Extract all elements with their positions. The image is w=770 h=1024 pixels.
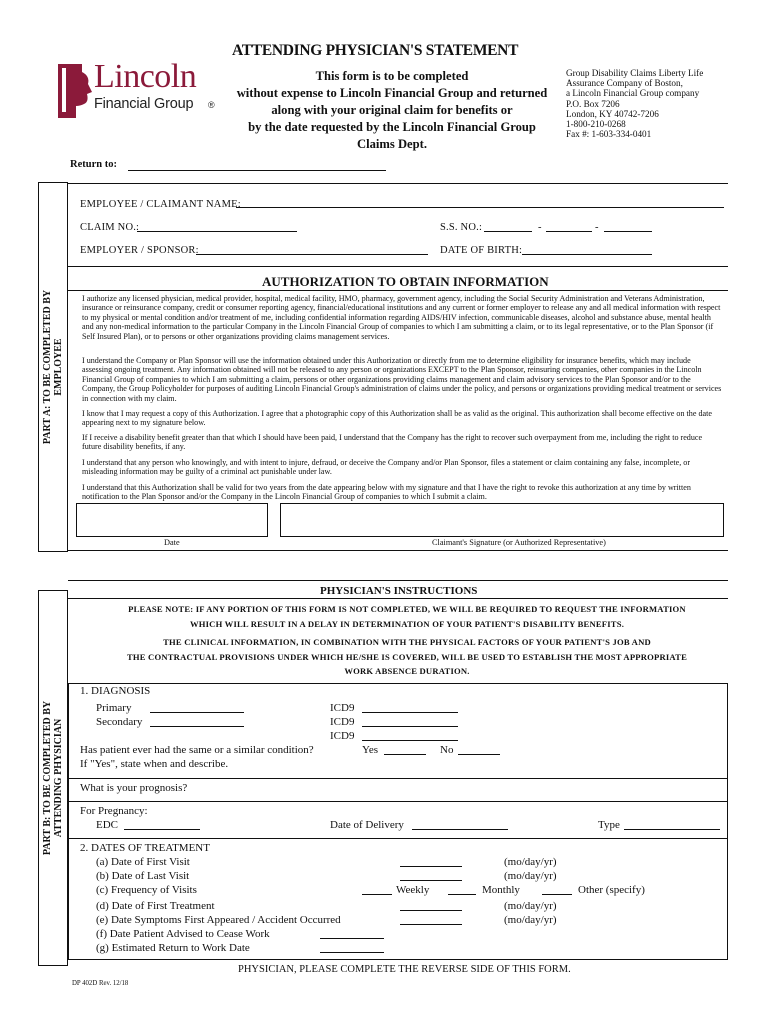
edc-field[interactable] (124, 829, 200, 830)
form-code: DP 402D Rev. 12/18 (72, 980, 129, 987)
ssn-dash: - (538, 222, 542, 233)
logo-wordmark: Lincoln (94, 58, 197, 95)
diagnosis-heading: 1. DIAGNOSIS (80, 685, 151, 697)
employee-name-field[interactable] (236, 207, 724, 208)
logo-subtitle: Financial Group (94, 96, 194, 112)
cease-work-label: (f) Date Patient Advised to Cease Work (96, 928, 270, 940)
divider (68, 838, 728, 839)
side-label-line: PART B: TO BE COMPLETED BY (42, 700, 53, 856)
yes-label: Yes (362, 744, 379, 756)
claim-no-field[interactable] (137, 231, 297, 232)
date-label: Date (164, 538, 180, 547)
no-label: No (440, 744, 454, 756)
return-to-label: Return to: (70, 159, 117, 170)
date-signed-box[interactable] (76, 503, 268, 537)
date-format-hint: (mo/day/yr) (504, 900, 557, 912)
employee-name-label: EMPLOYEE / CLAIMANT NAME: (80, 199, 241, 210)
other-field[interactable] (542, 894, 572, 895)
dob-field[interactable] (522, 254, 652, 255)
other-label: Other (specify) (578, 884, 645, 896)
side-label-line: ATTENDING PHYSICIAN (53, 718, 64, 838)
employer-field[interactable] (196, 254, 428, 255)
primary-diagnosis-field[interactable] (150, 712, 244, 713)
address-line: Assurance Company of Boston, (566, 78, 683, 89)
intro-line: by the date requested by the Lincoln Financial Group (248, 120, 536, 134)
monthly-label: Monthly (482, 884, 520, 896)
prognosis-label: What is your prognosis? (80, 782, 188, 794)
lincoln-logo (54, 58, 224, 122)
note-line: THE CLINICAL INFORMATION, IN COMBINATION WITH THE PHYSICAL FACTORS OF YOUR PATIENT'S JOB AND (163, 637, 651, 647)
page-title: ATTENDING PHYSICIAN'S STATEMENT (232, 42, 519, 59)
physician-instructions-heading: PHYSICIAN'S INSTRUCTIONS (320, 585, 478, 597)
ssn-field-2[interactable] (546, 231, 592, 232)
delivery-label: Date of Delivery (330, 819, 404, 831)
ssn-dash: - (595, 222, 599, 233)
first-treatment-field[interactable] (400, 910, 462, 911)
secondary-label: Secondary (96, 716, 143, 728)
ssn-label: S.S. NO.: (440, 222, 483, 233)
divider (68, 778, 728, 779)
dob-label: DATE OF BIRTH: (440, 245, 523, 256)
primary-label: Primary (96, 702, 132, 714)
address-line: 1-800-210-0268 (566, 119, 626, 130)
weekly-field[interactable] (362, 894, 392, 895)
intro-line: Claims Dept. (357, 137, 427, 151)
auth-paragraph: I authorize any licensed physician, medical provider, hospital, medical facility, HMO, pharmacy, government agency, including the Social Security Administration and Veterans Administration, insurance or reinsurance company, credit or consumer reporting agency, financial/educational institutions and any current or former employer to release any and all medical information with respect to my physical or mental condition and/or treatment of me, including confidential information regarding AIDS/HIV infection, communicable diseases, alcohol and substance abuse, mental health and any non-medical information to the particular Company in the Lincoln Financial Group of companies to which I am submitting a claim, or to its legal representative, or to the Plan Sponsor (if Self Insured Plan), or to persons or other organizations providing claims management services. (82, 294, 721, 341)
divider (68, 580, 728, 581)
ssn-field-3[interactable] (604, 231, 652, 232)
note-line: THE CONTRACTUAL PROVISIONS UNDER WHICH HE/SHE IS COVERED, WILL BE USED TO ESTABLISH THE MOST APPROPRIATE (126, 651, 688, 662)
frequency-label: (c) Frequency of Visits (96, 884, 197, 896)
address-line: Fax #: 1-603-334-0401 (566, 129, 652, 140)
intro-text (222, 68, 562, 153)
return-to-field[interactable] (128, 170, 386, 171)
date-format-hint: (mo/day/yr) (504, 856, 557, 868)
return-work-label: (g) Estimated Return to Work Date (96, 942, 250, 954)
icd9-field-1[interactable] (362, 712, 458, 713)
secondary-diagnosis-field[interactable] (150, 726, 244, 727)
yes-field[interactable] (384, 754, 426, 755)
note-line: PLEASE NOTE: IF ANY PORTION OF THIS FORM IS NOT COMPLETED, WE WILL BE REQUIRED TO REQUEST THE INFORMATION (128, 604, 686, 614)
icd9-label: ICD9 (330, 730, 355, 742)
ssn-field-1[interactable] (484, 231, 532, 232)
auth-paragraph: I know that I may request a copy of this Authorization. I agree that a photographic copy of this Authorization shall be as valid as the original. This authorization shall become effective on the date appearing next to my signature below. (82, 409, 712, 428)
first-visit-field[interactable] (400, 866, 462, 867)
same-condition-question: Has patient ever had the same or a similar condition? (80, 744, 314, 756)
address-line: London, KY 40742-7206 (566, 108, 659, 119)
address-line: a Lincoln Financial Group company (566, 88, 700, 99)
symptoms-label: (e) Date Symptoms First Appeared / Accident Occurred (96, 914, 341, 926)
intro-line: This form is to be completed (315, 69, 469, 83)
delivery-date-field[interactable] (412, 829, 508, 830)
return-work-field[interactable] (320, 952, 384, 953)
please-note (90, 602, 724, 631)
divider (68, 598, 728, 599)
side-label-line: PART A: TO BE COMPLETED BY (42, 289, 53, 445)
last-visit-label: (b) Date of Last Visit (96, 870, 190, 882)
address-line: P.O. Box 7206 (566, 98, 620, 109)
delivery-type-field[interactable] (624, 829, 720, 830)
monthly-field[interactable] (448, 894, 476, 895)
auth-paragraph: If I receive a disability benefit greater than that which I should have been paid, I understand that the Company has the right to recover such overpayment from me, including the right to reduce future disability benefits, if any. (82, 433, 703, 452)
dates-heading: 2. DATES OF TREATMENT (80, 842, 210, 854)
note-line: WHICH WILL RESULT IN A DELAY IN DETERMINATION OF YOUR PATIENT'S DISABILITY BENEFITS. (189, 618, 625, 629)
part-a-top-rule (68, 183, 728, 184)
pregnancy-label: For Pregnancy: (80, 805, 148, 817)
date-format-hint: (mo/day/yr) (504, 914, 557, 926)
address-line: Group Disability Claims Liberty Life (566, 68, 704, 78)
divider (68, 801, 728, 802)
employer-label: EMPLOYER / SPONSOR: (80, 245, 199, 256)
first-visit-label: (a) Date of First Visit (96, 856, 190, 868)
note-line: WORK ABSENCE DURATION. (344, 666, 470, 676)
if-yes-label: If "Yes", state when and describe. (80, 758, 229, 770)
weekly-label: Weekly (396, 884, 430, 896)
edc-label: EDC (96, 819, 118, 831)
part-a-bottom-rule (68, 550, 728, 551)
clinical-note (90, 635, 724, 679)
symptoms-field[interactable] (400, 924, 462, 925)
side-label-line: EMPLOYEE (53, 338, 64, 396)
auth-paragraph: I understand that this Authorization shall be valid for two years from the date appearing below with my signature and that I have the right to revoke this authorization at any time by written notification to the Plan Sponsor and/or the Company in the Lincoln Financial Group of companies to which I submit a claim. (82, 483, 691, 502)
part-a-side-label (42, 182, 64, 552)
reverse-side-notice: PHYSICIAN, PLEASE COMPLETE THE REVERSE SIDE OF THIS FORM. (238, 964, 571, 975)
part-b-side-label (42, 590, 64, 966)
auth-paragraph: I understand that any person who knowingly, and with intent to injure, defraud, or deceive the Company and/or Plan Sponsor, files a statement or claim containing any false, incomplete, or misleading information may be guilty of a criminal act punishable under law. (82, 458, 691, 477)
auth-paragraph: I understand the Company or Plan Sponsor will use the information obtained under this Authorization or directly from me to determine eligibility for insurance benefits, which may include assessing ongoing treatment. Any information obtained will not be released to any person or organizations EXCEPT to the Plan Sponsor, reinsuring companies, other companies in the Lincoln Financial Group of companies to which I am submitting a claim, persons or other organizations providing claims management and claim advisory services to the Plan Sponsor and/or to the Company, the Group Policyholder for purposes of auditing Lincoln Financial Group's administration of claims under the policy, and persons or organizations providing medical treatment or services in connection with my claim. (82, 356, 722, 403)
type-label: Type (598, 819, 620, 831)
first-treatment-label: (d) Date of First Treatment (96, 900, 215, 912)
no-field[interactable] (458, 754, 500, 755)
lincoln-profile-icon (54, 62, 94, 120)
icd9-field-2[interactable] (362, 726, 458, 727)
registered-mark: ® (208, 100, 215, 110)
mailing-address (566, 68, 703, 139)
intro-line: along with your original claim for benefits or (271, 103, 513, 117)
intro-line: without expense to Lincoln Financial Group and returned (236, 86, 548, 100)
divider (68, 290, 728, 291)
signature-label: Claimant's Signature (or Authorized Representative) (432, 538, 606, 547)
cease-work-field[interactable] (320, 938, 384, 939)
claimant-signature-box[interactable] (280, 503, 724, 537)
icd9-field-3[interactable] (362, 740, 458, 741)
date-format-hint: (mo/day/yr) (504, 870, 557, 882)
authorization-heading: AUTHORIZATION TO OBTAIN INFORMATION (262, 274, 549, 289)
claim-no-label: CLAIM NO.: (80, 222, 140, 233)
icd9-label: ICD9 (330, 702, 355, 714)
icd9-label: ICD9 (330, 716, 355, 728)
divider (68, 266, 728, 267)
last-visit-field[interactable] (400, 880, 462, 881)
